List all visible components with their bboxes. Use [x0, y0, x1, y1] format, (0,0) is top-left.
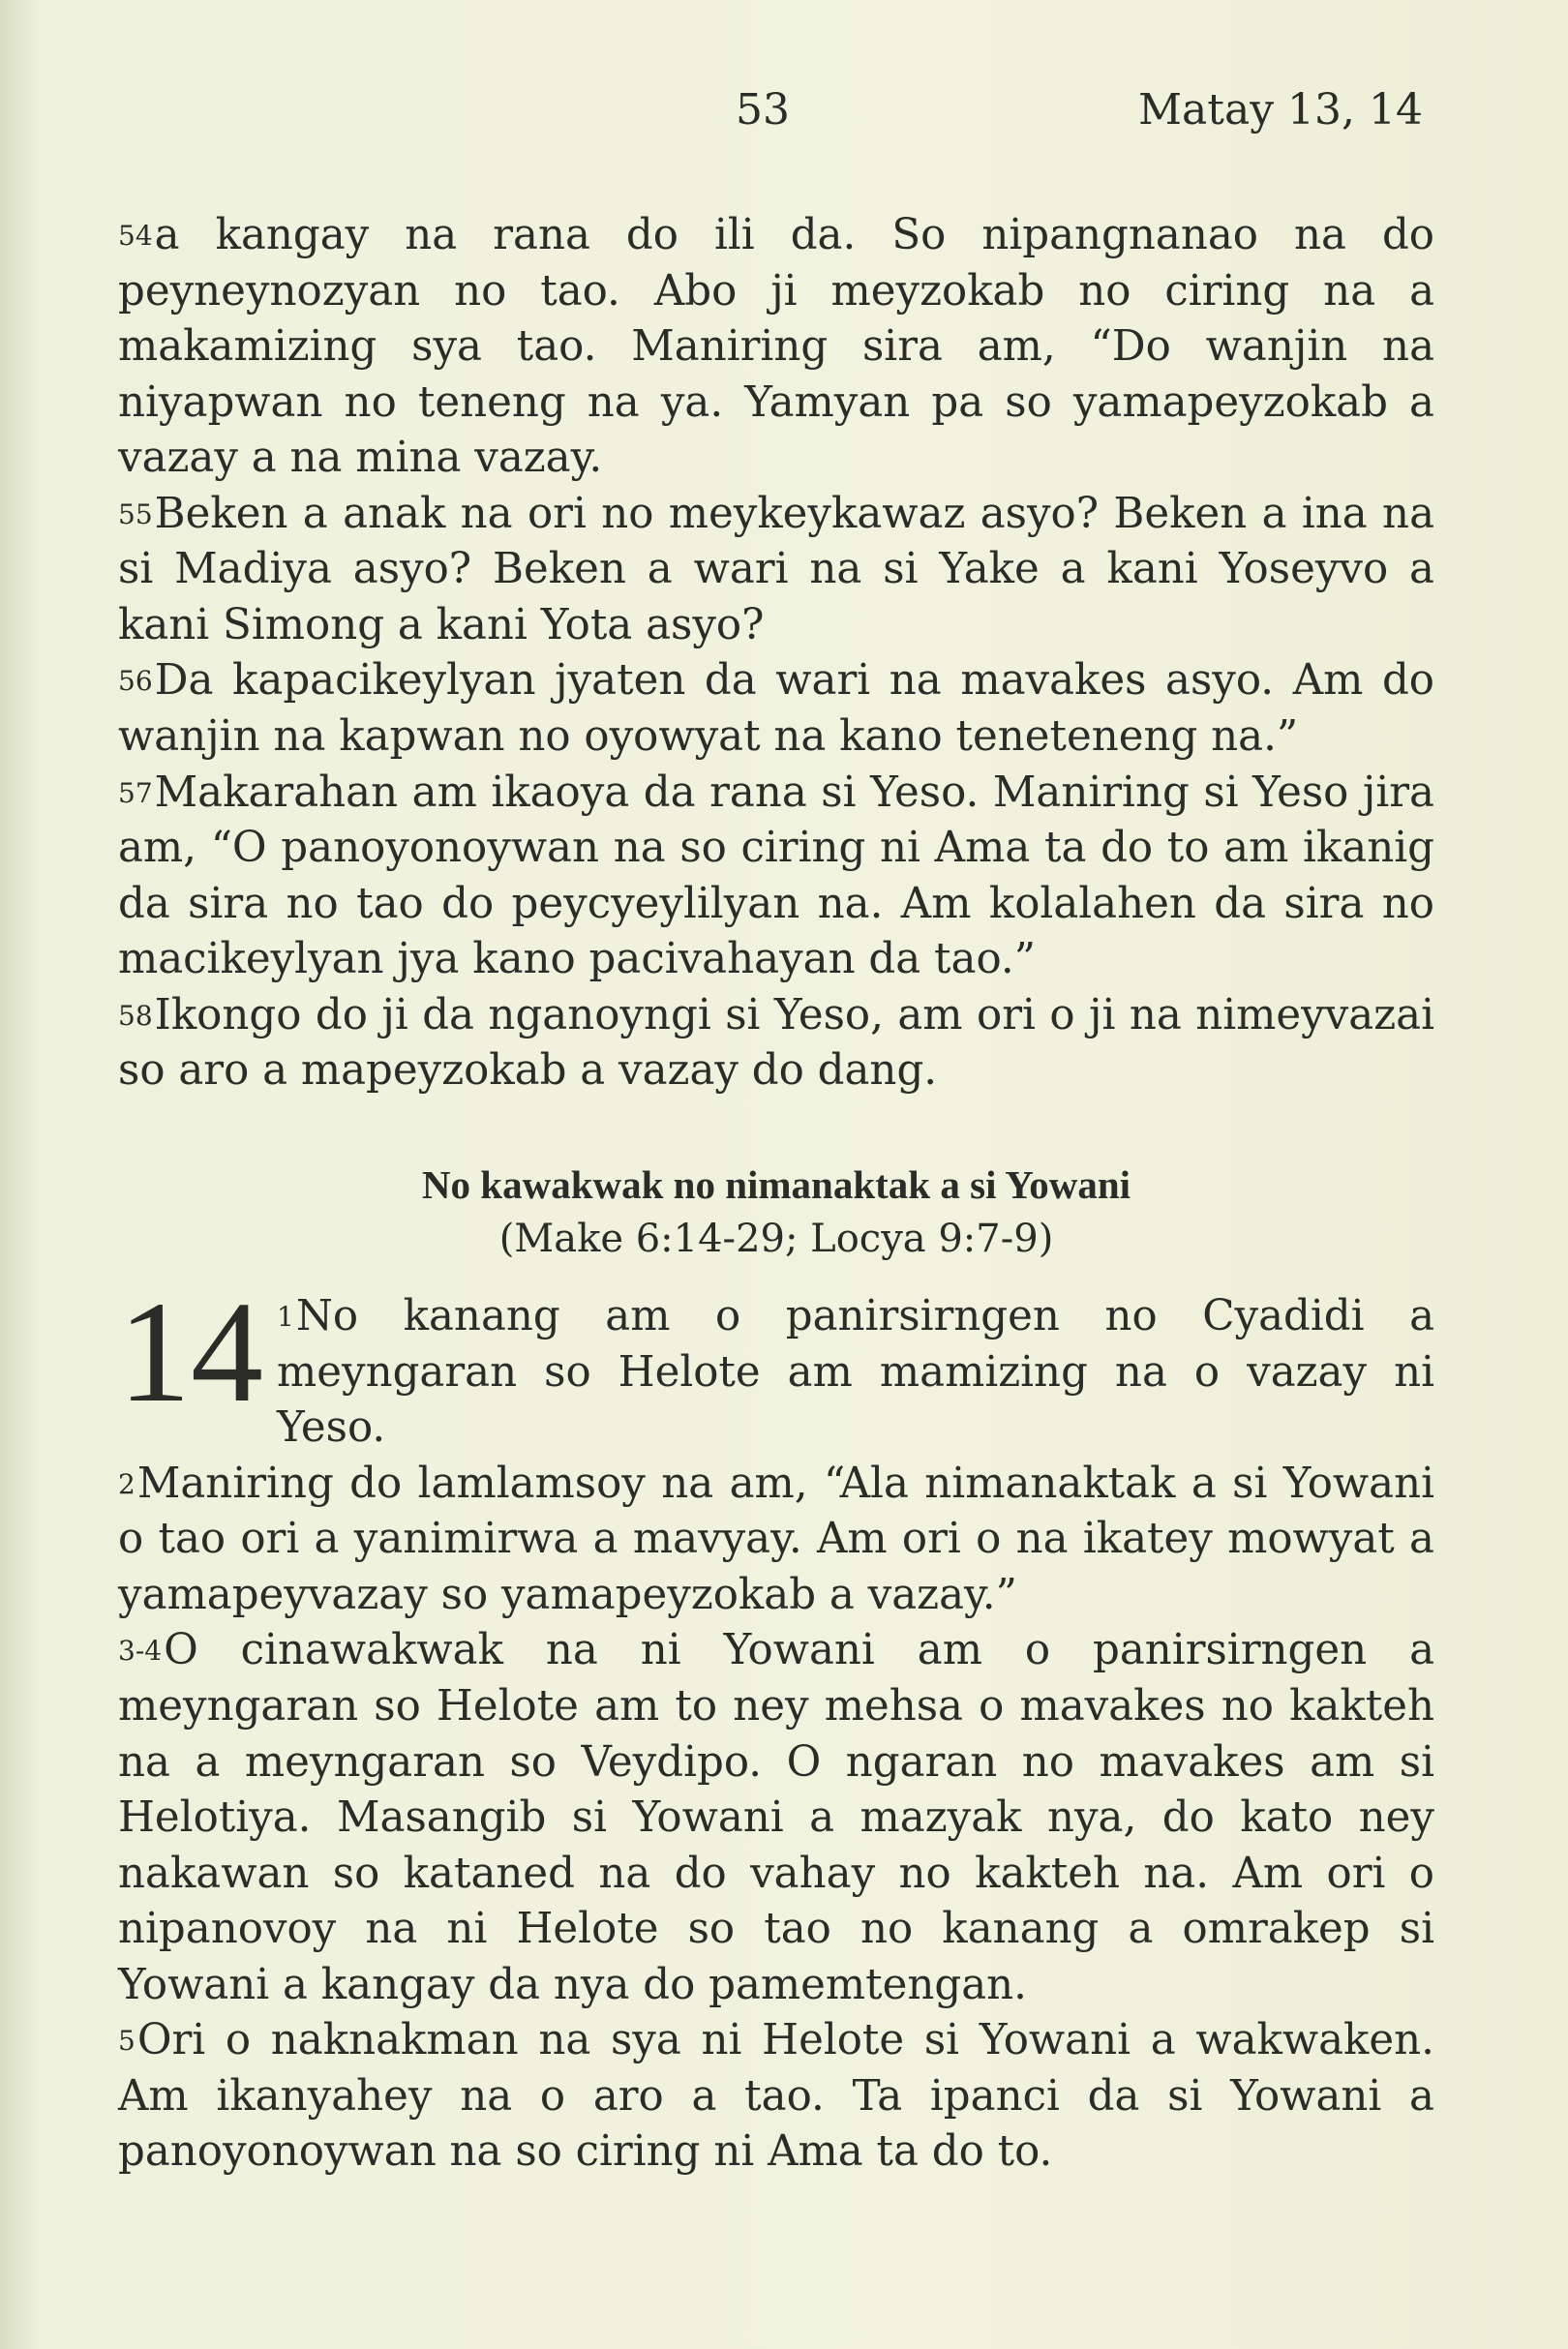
verse-text: Ori o naknakman na sya ni Helote si Yowani a wakwaken. Am ikanyahey na o aro a tao. Ta ipanci da si Yowani a panoyonoywan na so ciring ni Ama ta do to.	[118, 2016, 1434, 2177]
verse-number: 58	[118, 999, 153, 1032]
verse-number: 54	[118, 220, 153, 252]
verse-text: a kangay na rana do ili da. So nipangnanao na do peyneynozyan no tao. Abo ji meyzokab no ciring na a makamizing sya tao. Maniring sira am, “Do wanjin na niyapwan no teneng na ya. Yamyan pa so yamapeyzokab a vazay a na mina vazay.	[118, 211, 1434, 483]
verse-text: Makarahan am ikaoya da rana si Yeso. Maniring si Yeso jira am, “O panoyonoywan na so ciring ni Ama ta do to am ikanig da sira no tao do peycyeylilyan na. Am kolalahen da sira no macikeylyan jya kano pacivahayan da tao.”	[118, 768, 1434, 984]
page-header	[0, 85, 1568, 143]
verse-number: 55	[118, 497, 153, 530]
verse-text: Ikongo do ji da nganoyngi si Yeso, am ori o ji na nimeyvazai so aro a mapeyzokab a vazay do dang.	[118, 990, 1434, 1096]
verse-58	[118, 988, 1434, 1099]
verse-text: Da kapacikeylyan jyaten da wari na mavakes asyo. Am do wanjin na kapwan no oyowyat na kano teneteneng na.”	[118, 656, 1434, 762]
verse-57	[118, 766, 1434, 988]
verse-56	[118, 653, 1434, 765]
verse-number: 57	[118, 776, 153, 809]
chapter-number: 14	[118, 1271, 263, 1432]
running-head: Matay 13, 14	[1138, 85, 1423, 135]
verse-2	[118, 1457, 1434, 1624]
page-number: 53	[736, 85, 790, 135]
verse-number: 56	[118, 665, 153, 698]
verse-text: No kanang am o panirsirngen no Cyadidi a meyngaran so Helote am mamizing na o vazay ni Yeso.	[277, 1292, 1434, 1453]
verse-number: 5	[118, 2025, 136, 2057]
verse-number: 3-4	[118, 1635, 163, 1668]
verse-5	[118, 2013, 1434, 2181]
verse-text: O cinawakwak na ni Yowani am o panirsirngen a meyngaran so Helote am to ney mehsa o mavakes no kakteh na a meyngaran so Veydipo. O ngaran no mavakes am si Helotiya. Masangib si Yowani a mazyak nya, do kato ney nakawan so kataned na do vahay no kakteh na. Am ori o nipanovoy na ni Helote so tao no kanang a omrakep si Yowani a kangay da nya do pamemtengan.	[118, 1626, 1434, 2009]
verse-number: 2	[118, 1467, 136, 1500]
chapter-14-verse-1	[118, 1271, 1434, 1457]
section-reference: (Make 6:14-29; Locya 9:7-9)	[498, 1216, 1054, 1261]
verse-text: Beken a anak na ori no meykeykawaz asyo? Beken a ina na si Madiya asyo? Beken a wari na si Yake a kani Yoseyvo a kani Simong a kani Yota asyo?	[118, 489, 1434, 649]
section-heading: No kawakwak no nimanaktak a si Yowani	[421, 1161, 1131, 1207]
verse-55	[118, 487, 1434, 654]
verse-54	[118, 208, 1434, 487]
verse-text: Maniring do lamlamsoy na am, “Ala nimanaktak a si Yowani o tao ori a yanimirwa a mavyay. Am ori o na ikatey mowyat a yamapeyvazay so yamapeyzokab a vazay.”	[118, 1459, 1434, 1619]
verse-number: 1	[277, 1300, 294, 1333]
verse-3-4	[118, 1623, 1434, 2013]
page-body	[118, 208, 1434, 2181]
